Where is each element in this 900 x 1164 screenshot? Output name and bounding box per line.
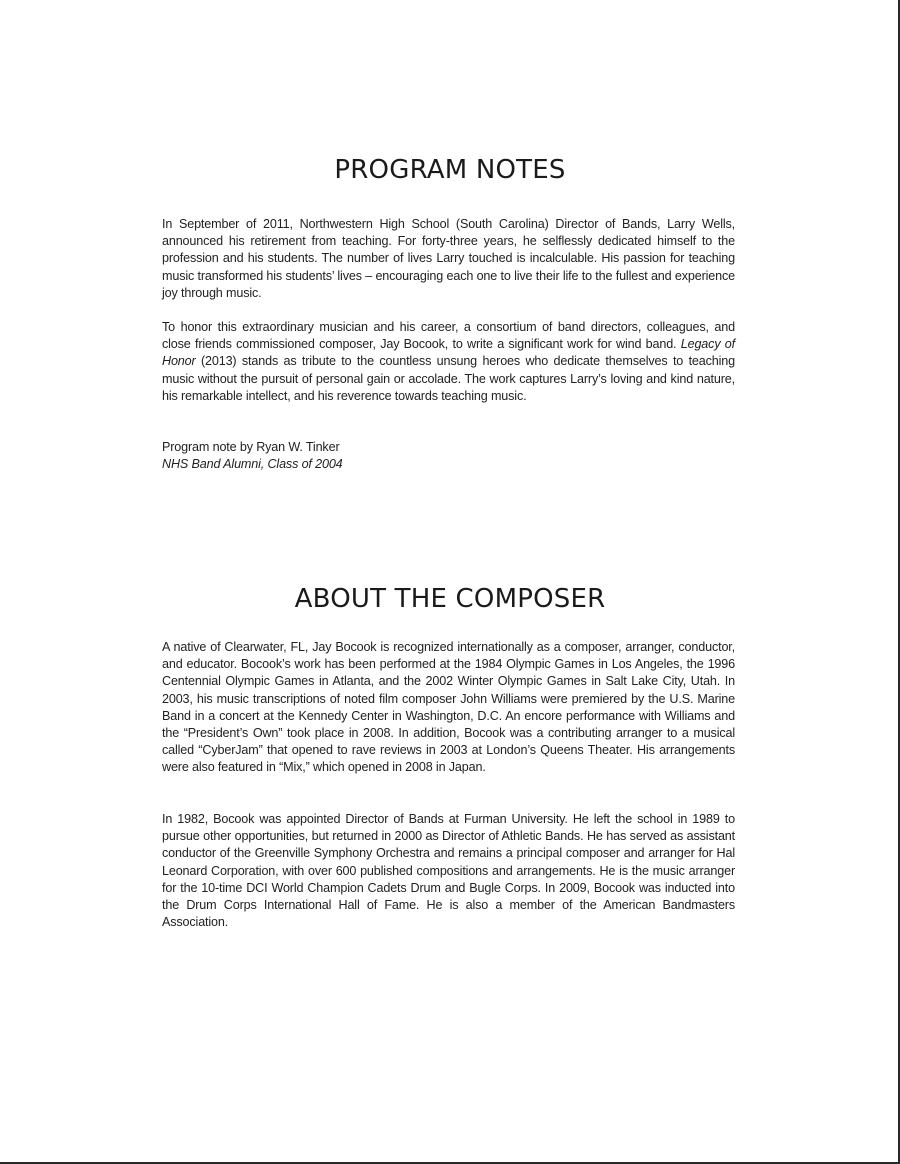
program-notes-paragraph-1: In September of 2011, Northwestern High School (South Carolina) Director of Bands, Larry Wells, announced his retirement from teaching. For forty-three years, he selflessly dedicated himself to the profession and his students. The number of lives Larry touched is incalculable. His passion for teaching music transformed his students’ lives – encouraging each one to live their life to the fullest and experience joy through music. bbox=[162, 217, 735, 300]
about-composer-paragraph-1: A native of Clearwater, FL, Jay Bocook is recognized internationally as a composer, arranger, conductor, and educator. Bocook’s work has been performed at the 1984 Olympic Games in Los Angeles, the 1996 Centennial Olympic Games in Atlanta, and the 2002 Winter Olympic Games in Salt Lake City, Utah. In 2003, his music transcriptions of noted film composer John Williams were premiered by the U.S. Marine Band in a concert at the Kennedy Center in Washington, D.C. An encore performance with Williams and the “President’s Own” took place in 2008. In addition, Bocook was a contributing arranger to a musical called “CyberJam” that opened to rave reviews in 2003 at London’s Queens Theater. His arrangements were also featured in “Mix,” which opened in 2008 in Japan. bbox=[162, 640, 735, 775]
about-composer-paragraph-2: In 1982, Bocook was appointed Director of Bands at Furman University. He left the school in 1989 to pursue other opportunities, but returned in 2000 as Director of Athletic Bands. He has served as assistant conductor of the Greenville Symphony Orchestra and remains a principal composer and arranger for Hal Leonard Corporation, with over 600 published compositions and arrangements. He is the music arranger for the 10-time DCI World Champion Cadets Drum and Bugle Corps. In 2009, Bocook was inducted into the Drum Corps International Hall of Fame. He is also a member of the American Bandmasters Association. bbox=[162, 812, 735, 930]
about-composer-heading: ABOUT THE COMPOSER bbox=[294, 584, 606, 614]
program-note-credit bbox=[162, 439, 735, 473]
program-notes-paragraph-2 bbox=[162, 319, 735, 405]
program-notes-paragraph-2-end: (2013) stands as tribute to the countless unsung heroes who dedicate themselves to teaching music without the pursuit of personal gain or accolade. The work captures Larry’s loving and kind nature, his remarkable intellect, and his reverence towards teaching music. bbox=[162, 354, 735, 403]
program-notes-heading: PROGRAM NOTES bbox=[334, 155, 566, 185]
program-notes-paragraph-2-start: To honor this extraordinary musician and his career, a consortium of band directors, colleagues, and close friends commissioned composer, Jay Bocook, to write a significant work for wind band. bbox=[162, 320, 735, 352]
work-title: Legacy of Honor bbox=[162, 337, 736, 369]
credit-author: Program note by Ryan W. Tinker bbox=[162, 440, 340, 454]
credit-affiliation: NHS Band Alumni, Class of 2004 bbox=[162, 457, 343, 472]
